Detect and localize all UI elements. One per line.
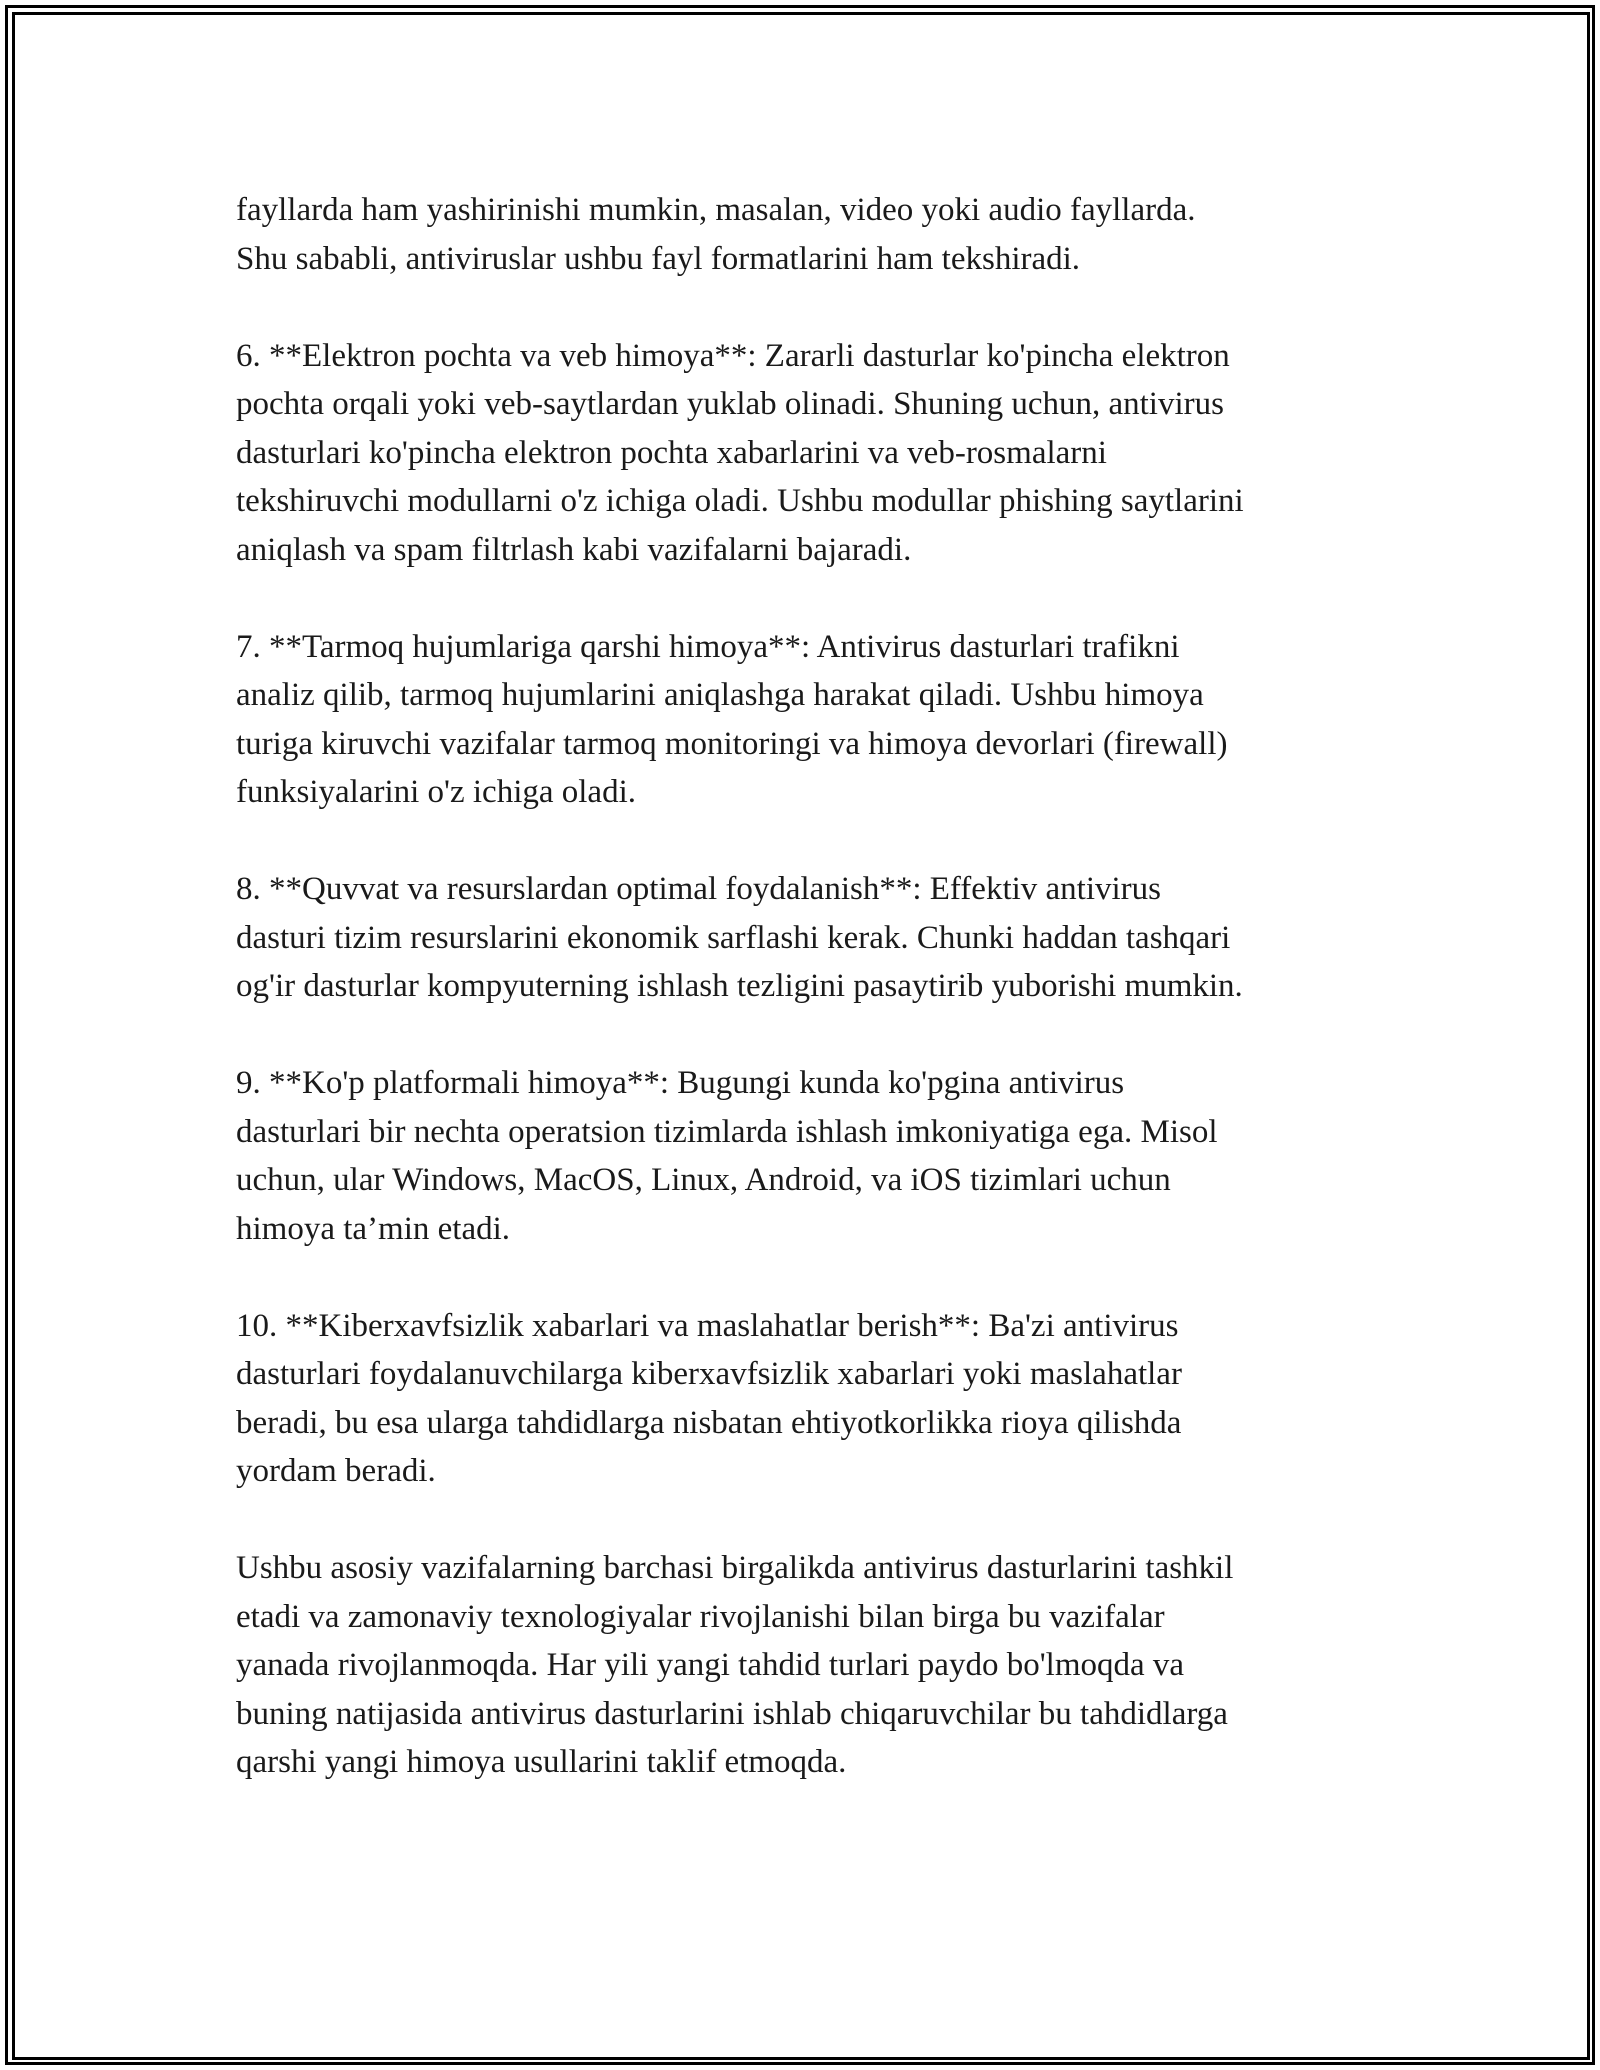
- paragraph-conclusion: Ushbu asosiy vazifalarning barchasi birgalikda antivirus dasturlarini tashkil etadi va zamonaviy texnologiyalar rivojlanishi bilan birga bu vazifalar yanada rivojlanmoqda. Har yili yangi tahdid turlari paydo bo'lmoqda va buning natijasida antivirus dasturlarini ishlab chiqaruvchilar bu tahdidlarga qarshi yangi himoya usullarini taklif etmoqda.: [236, 1550, 1234, 1780]
- document-body: [236, 186, 1376, 1835]
- paragraph-item-9: 9. **Ko'p platformali himoya**: Bugungi kunda ko'pgina antivirus dasturlari bir nechta operatsion tizimlarda ishlash imkoniyatiga ega. Misol uchun, ular Windows, MacOS, Linux, Android, va iOS tizimlari uchun himoya ta’min etadi.: [236, 1065, 1218, 1247]
- paragraph-item-10: 10. **Kiberxavfsizlik xabarlari va maslahatlar berish**: Ba'zi antivirus dasturlari foydalanuvchilarga kiberxavfsizlik xabarlari yoki maslahatlar beradi, bu esa ularga tahdidlarga nisbatan ehtiyotkorlikka rioya qilishda yordam beradi.: [236, 1307, 1182, 1489]
- paragraph-continuation: fayllarda ham yashirinishi mumkin, masalan, video yoki audio fayllarda. Shu sababli, antiviruslar ushbu fayl formatlarini ham tekshiradi.: [236, 192, 1196, 277]
- paragraph-item-8: 8. **Quvvat va resurslardan optimal foydalanish**: Effektiv antivirus dasturi tizim resurslarini ekonomik sarflashi kerak. Chunki haddan tashqari og'ir dasturlar kompyuterning ishlash tezligini pasaytirib yuborishi mumkin.: [236, 871, 1243, 1004]
- paragraph-item-6: 6. **Elektron pochta va veb himoya**: Zararli dasturlar ko'pincha elektron pochta orqali yoki veb-saytlardan yuklab olinadi. Shuning uchun, antivirus dasturlari ko'pincha elektron pochta xabarlarini va veb-rosmalarni tekshiruvchi modullarni o'z ichiga oladi. Ushbu modullar phishing saytlarini aniqlash va spam filtrlash kabi vazifalarni bajaradi.: [236, 337, 1244, 568]
- paragraph-item-7: 7. **Tarmoq hujumlariga qarshi himoya**: Antivirus dasturlari trafikni analiz qilib, tarmoq hujumlarini aniqlashga harakat qiladi. Ushbu himoya turiga kiruvchi vazifalar tarmoq monitoringi va himoya devorlari (firewall) funksiyalarini o'z ichiga oladi.: [236, 628, 1228, 810]
